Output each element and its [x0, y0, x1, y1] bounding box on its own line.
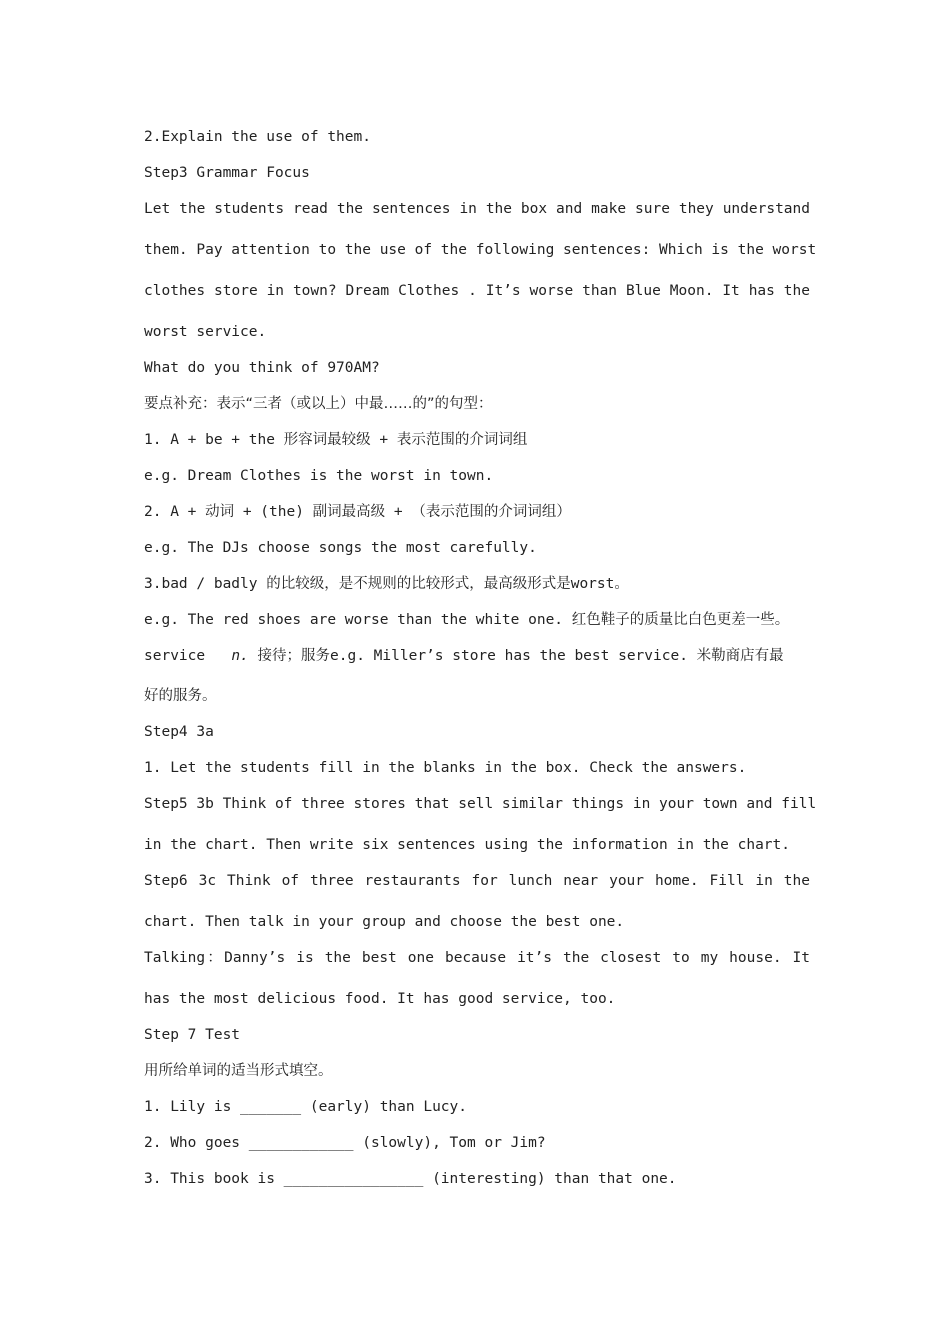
vocabulary-line: 好的服务。	[144, 688, 217, 704]
paragraph-line: Talking：Danny’s is the best one because it’s the closest to my house. It	[144, 950, 810, 966]
vocab-definition: 接待；服务e.g. Miller’s store has the best service. 米勒商店有最	[257, 648, 784, 664]
example-sentence: e.g. The DJs choose songs the most carefully.	[144, 540, 537, 556]
key-point-heading: 要点补充：表示“三者（或以上）中最……的”的句型：	[144, 396, 493, 412]
paragraph-line: clothes store in town? Dream Clothes . It’s worse than Blue Moon. It has the	[144, 283, 810, 299]
section-heading: Step 7 Test	[144, 1027, 241, 1043]
part-of-speech: n.	[231, 648, 249, 664]
example-sentence: e.g. The red shoes are worse than the white one. 红色鞋子的质量比白色更差一些。	[144, 612, 790, 628]
text-line: 2.Explain the use of them.	[144, 129, 371, 145]
grammar-rule: 2. A + 动词 + (the) 副词最高级 + （表示范围的介词词组）	[144, 504, 571, 520]
paragraph-line: Step6 3c Think of three restaurants for lunch near your home. Fill in the	[144, 873, 810, 889]
vocab-word: service	[144, 648, 206, 664]
example-sentence: e.g. Dream Clothes is the worst in town.	[144, 468, 494, 484]
exercise-item: 3. This book is ________________ (interesting) than that one.	[144, 1171, 677, 1187]
vocabulary-line	[144, 646, 810, 666]
paragraph-line: in the chart. Then write six sentences using the information in the chart.	[144, 837, 791, 853]
exercise-instruction: 用所给单词的适当形式填空。	[144, 1063, 333, 1079]
exercise-item: 2. Who goes ____________ (slowly), Tom or Jim?	[144, 1135, 546, 1151]
text-line: What do you think of 970AM?	[144, 360, 380, 376]
exercise-item: 1. Lily is _______ (early) than Lucy.	[144, 1099, 468, 1115]
paragraph-line: worst service.	[144, 324, 267, 340]
paragraph-line: them. Pay attention to the use of the following sentences: Which is the worst	[144, 242, 817, 258]
grammar-rule: 1. A + be + the 形容词最较级 + 表示范围的介词词组	[144, 432, 528, 448]
paragraph-line: chart. Then talk in your group and choose the best one.	[144, 914, 625, 930]
section-heading: Step4 3a	[144, 724, 214, 740]
paragraph-line: Let the students read the sentences in the box and make sure they understand	[144, 201, 810, 217]
section-heading: Step3 Grammar Focus	[144, 165, 310, 181]
grammar-rule: 3.bad / badly 的比较级，是不规则的比较形式，最高级形式是worst。	[144, 576, 629, 592]
text-line: 1. Let the students fill in the blanks in the box. Check the answers.	[144, 760, 747, 776]
paragraph-line: Step5 3b Think of three stores that sell similar things in your town and fill	[144, 796, 817, 812]
paragraph-line: has the most delicious food. It has good service, too.	[144, 991, 616, 1007]
